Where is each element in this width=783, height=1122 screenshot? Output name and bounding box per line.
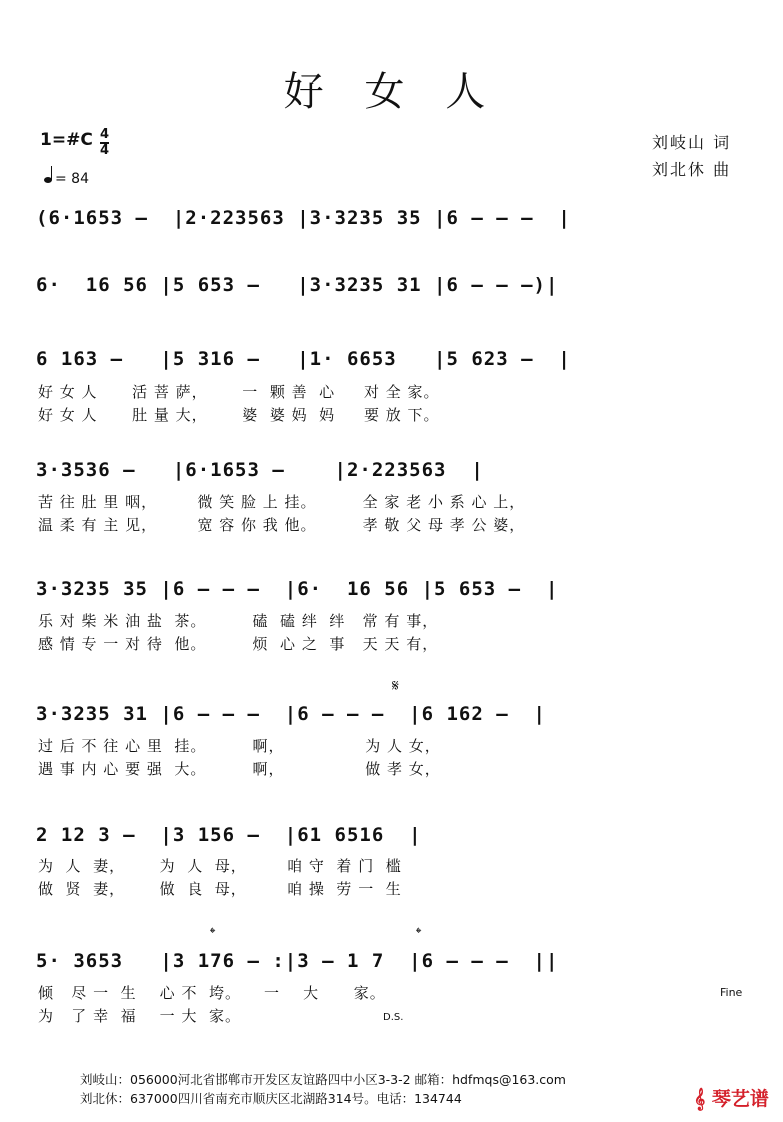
coda-icon: 𝄌	[210, 924, 216, 942]
time-signature: 4 4	[100, 127, 110, 158]
lyric-line-1: 为 人 妻， 为 人 母， 咱 守 着 门 槛	[38, 857, 402, 875]
score-row: 5· 3653 |3 176 – :|3 – 1 7 |6 – – – ||	[36, 950, 559, 972]
segno-icon: 𝄋	[392, 676, 399, 695]
lyric-line-1: 过 后 不 往 心 里 挂。 啊， 为 人 女，	[38, 737, 441, 755]
lyric-line-1: 乐 对 柴 米 油 盐 茶。 磕 磕 绊 绊 常 有 事，	[38, 612, 439, 630]
lyric-line-2: 为 了 幸 福 一 大 家。	[38, 1007, 241, 1025]
score-row: 2 12 3 – |3 156 – |61 6516 |	[36, 824, 422, 846]
score-row: 3·3235 31 |6 – – – |6 – – – |6 162 – |	[36, 703, 546, 725]
score-row: (6·1653 – |2·223563 |3·3235 35 |6 – – – |	[36, 207, 571, 229]
lyric-line-2: 好 女 人 肚 量 大， 婆 婆 妈 妈 要 放 下。	[38, 406, 440, 424]
lyric-line-2: 做 贤 妻， 做 良 母， 咱 操 劳 一 生	[38, 880, 402, 898]
tempo-marking: = 84	[44, 171, 89, 187]
coda-icon: 𝄌	[416, 924, 422, 942]
score-row: 3·3235 35 |6 – – – |6· 16 56 |5 653 – |	[36, 578, 559, 600]
footer-line: 刘北休：637000四川省南充市顺庆区北湖路314号。电话：134744	[80, 1091, 462, 1106]
lyric-line-1: 好 女 人 活 菩 萨， 一 颗 善 心 对 全 家。	[38, 383, 440, 401]
fine-marking: Fine	[720, 986, 743, 999]
score-row: 3·3536 – |6·1653 – |2·223563 |	[36, 459, 484, 481]
lyric-line-2: 感 情 专 一 对 待 他。 烦 心 之 事 天 天 有，	[38, 635, 439, 653]
lyric-line-2: 温 柔 有 主 见， 宽 容 你 我 他。 孝 敬 父 母 孝 公 婆，	[38, 516, 526, 534]
footer-line: 刘岐山：056000河北省邯郸市开发区友谊路四中小区3-3-2 邮箱：hdfmqs@163.com	[80, 1072, 566, 1087]
lyric-line-1: 苦 往 肚 里 咽， 微 笑 脸 上 挂。 全 家 老 小 系 心 上，	[38, 493, 526, 511]
quarter-note-icon	[44, 177, 52, 183]
composer-credit: 刘北休 曲	[652, 160, 732, 179]
lyric-line-2: 遇 事 内 心 要 强 大。 啊， 做 孝 女，	[38, 760, 441, 778]
lyric-line-1: 倾 尽 一 生 心 不 垮。 一 大 家。	[38, 984, 386, 1002]
score-row: 6 163 – |5 316 – |1· 6653 |5 623 – |	[36, 348, 571, 370]
score-row: 6· 16 56 |5 653 – |3·3235 31 |6 – – –)|	[36, 274, 559, 296]
key-signature: 1=#C	[40, 130, 93, 150]
page-title: 好 女 人	[283, 69, 500, 115]
site-logo: 𝄞 琴艺谱	[694, 1088, 769, 1110]
ds-marking: D.S.	[383, 1012, 404, 1023]
lyricist-credit: 刘岐山 词	[652, 133, 732, 152]
